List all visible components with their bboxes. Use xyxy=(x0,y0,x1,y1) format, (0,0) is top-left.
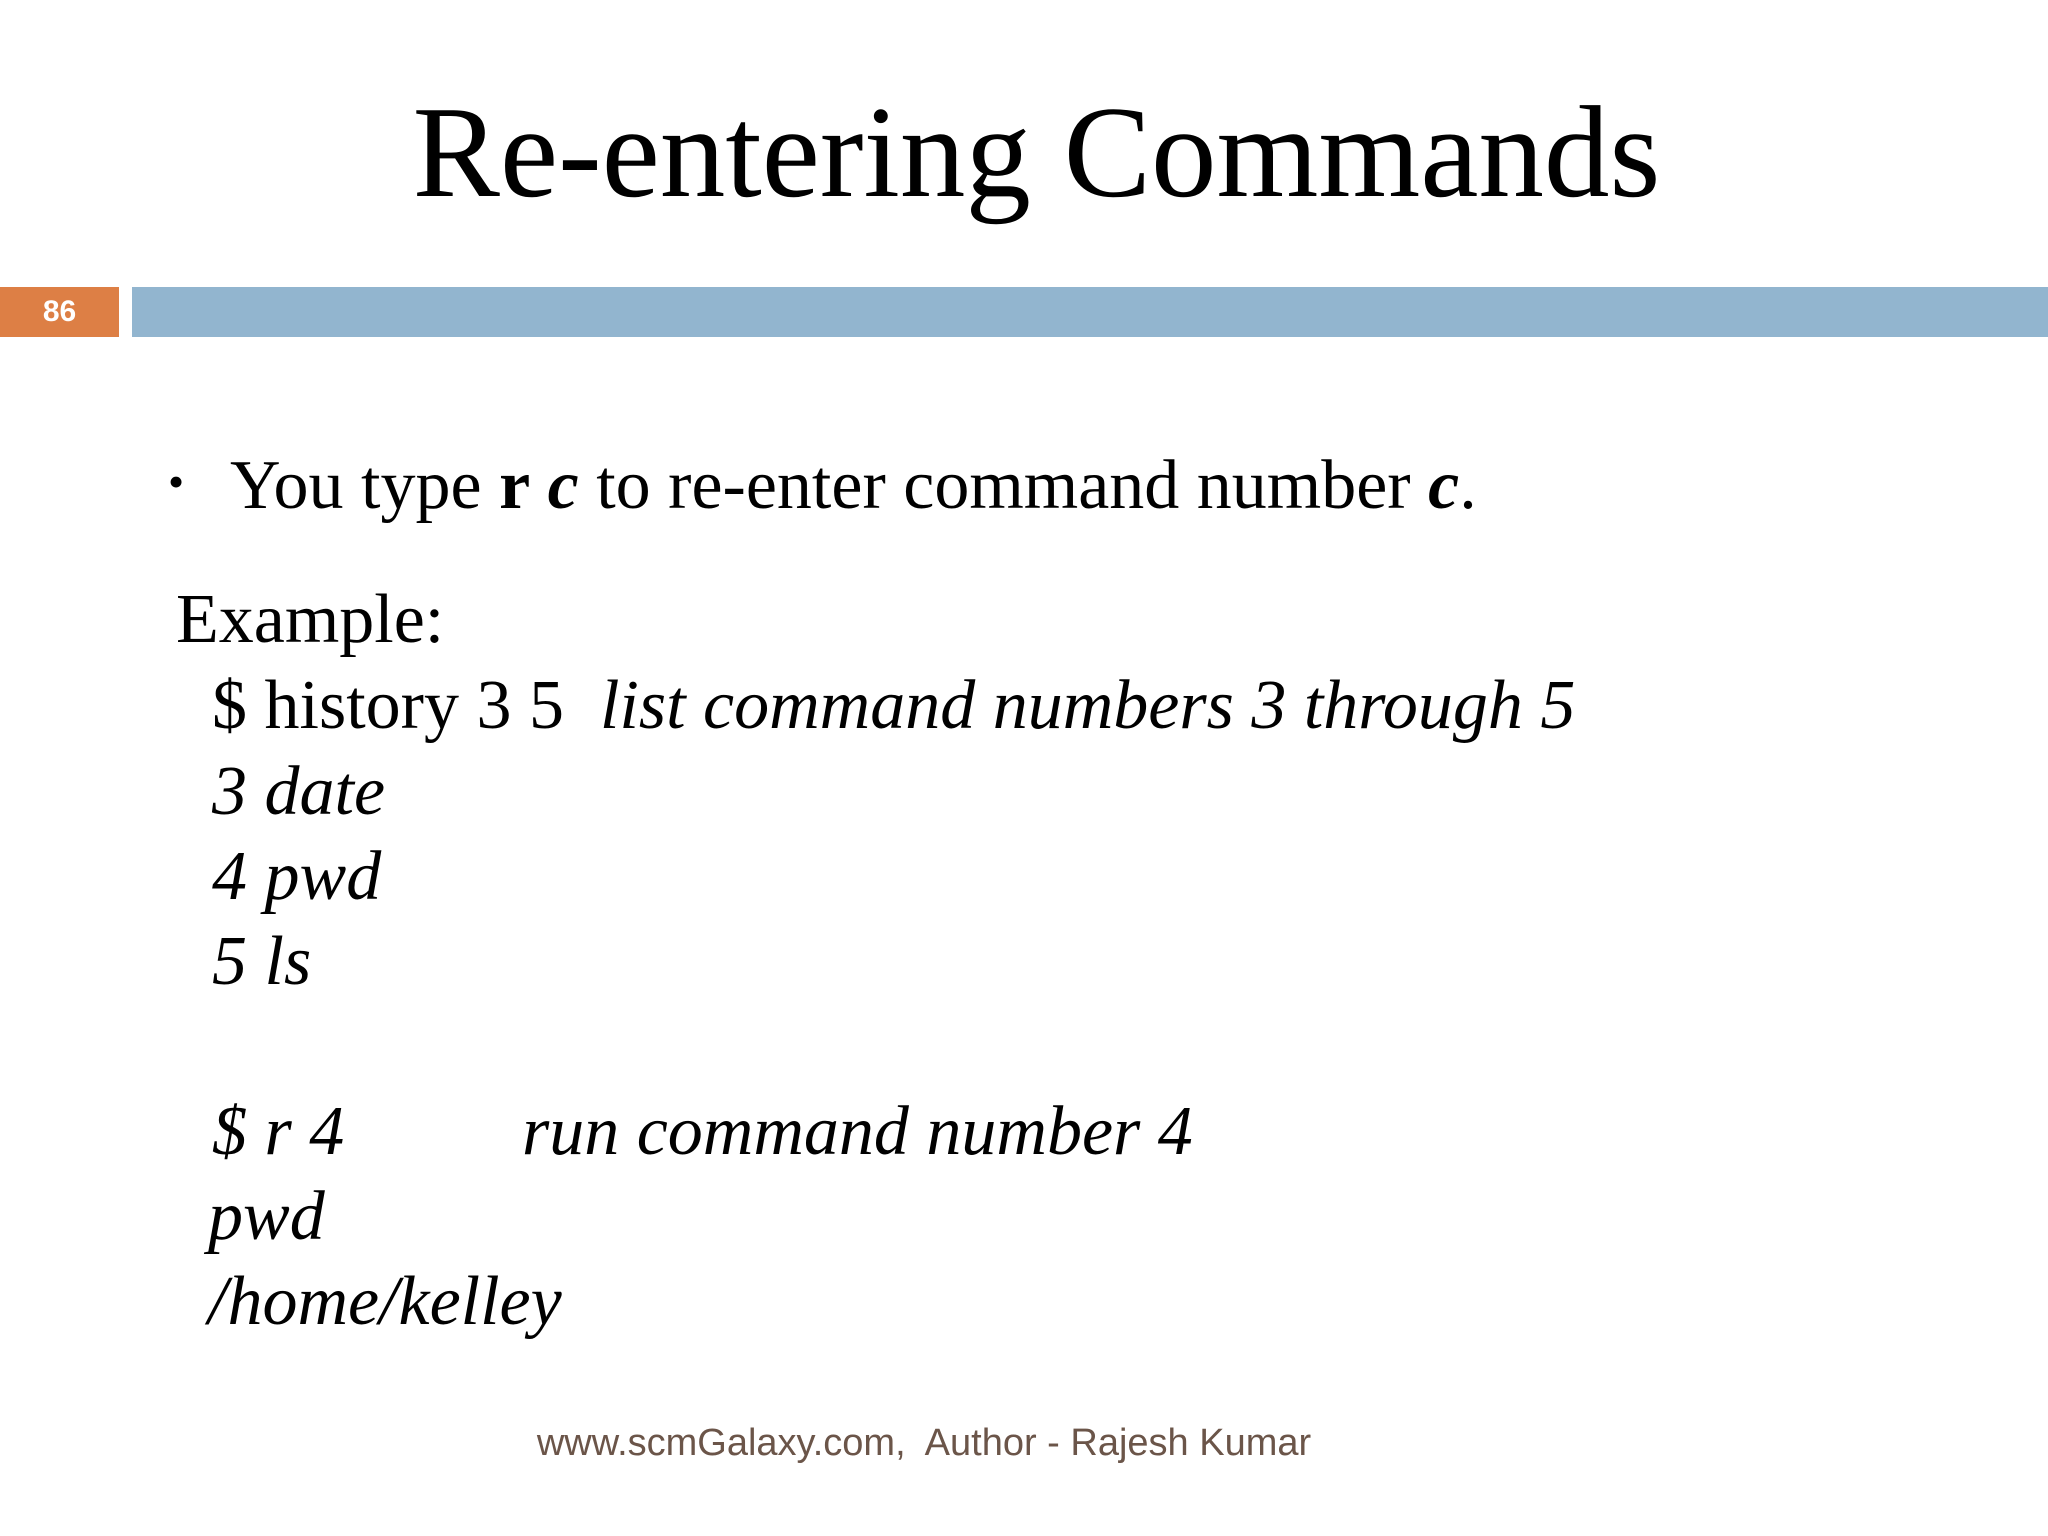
history-line-4: 4 pwd xyxy=(212,838,382,915)
run-command: $ r 4 xyxy=(212,1093,345,1170)
run-comment: run command number 4 xyxy=(522,1093,1193,1170)
history-line-3: 3 date xyxy=(212,753,386,830)
output-line-path: /home/kelley xyxy=(208,1263,562,1340)
output-line-pwd: pwd xyxy=(208,1178,325,1255)
bullet-icon: • xyxy=(168,456,185,507)
bullet-cmd-c: c xyxy=(547,447,579,524)
footer-credit: www.scmGalaxy.com, Author - Rajesh Kumar xyxy=(536,1422,1312,1464)
page-number-badge: 86 xyxy=(0,287,119,337)
bullet-item xyxy=(168,446,1477,526)
title-divider-bar xyxy=(132,287,2048,337)
bullet-var-c: c xyxy=(1428,447,1460,524)
history-line-5: 5 ls xyxy=(212,923,312,1000)
bullet-cmd-r: r xyxy=(499,447,531,524)
history-comment: list command numbers 3 through 5 xyxy=(599,667,1576,744)
example-label: Example: xyxy=(176,581,445,658)
bullet-space xyxy=(530,447,548,524)
bullet-end: . xyxy=(1459,447,1477,524)
history-command-line xyxy=(212,666,1575,746)
history-command: $ history 3 5 xyxy=(212,667,564,744)
bullet-text-part1: You type xyxy=(230,447,500,524)
slide-title: Re-entering Commands xyxy=(412,80,1661,225)
bullet-text-part2: to re-enter command number xyxy=(578,447,1429,524)
